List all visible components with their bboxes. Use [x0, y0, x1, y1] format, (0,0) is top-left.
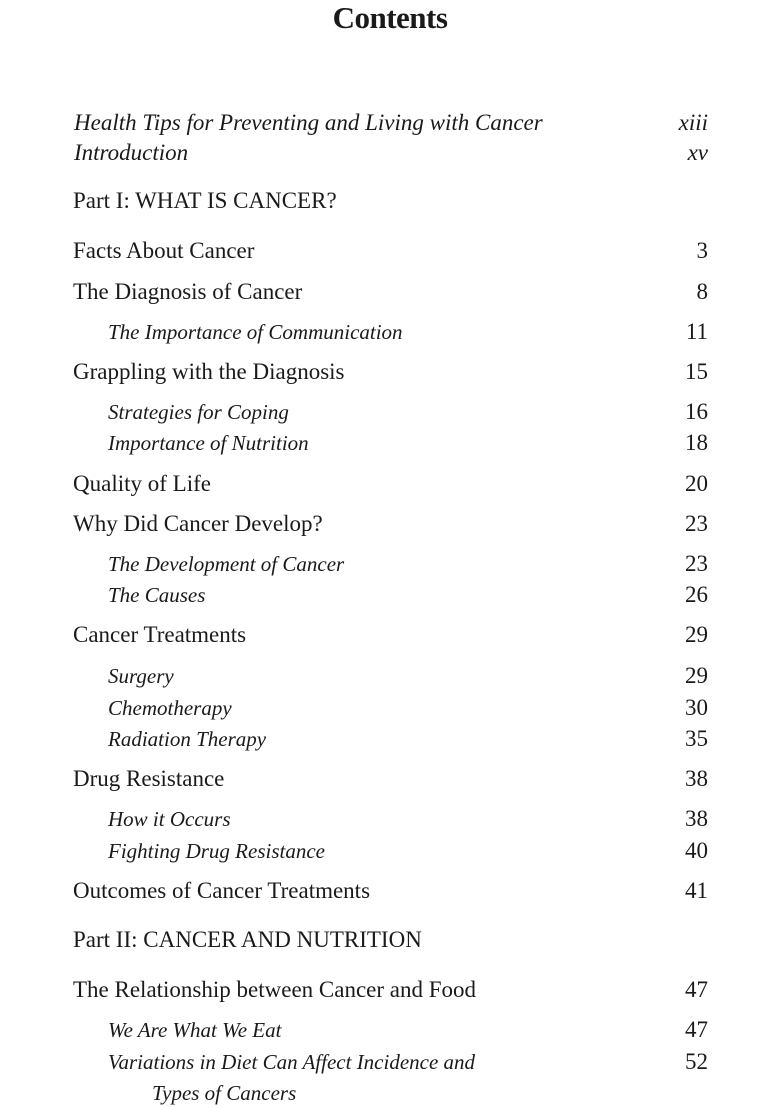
- toc-entry-page: 26: [685, 582, 708, 607]
- toc-entry-label: The Development of Cancer: [108, 552, 345, 576]
- toc-entry: [0, 764, 780, 794]
- toc-entry-page: 3: [696, 238, 708, 263]
- toc-entry: [0, 236, 780, 266]
- toc-entry-page: 47: [685, 977, 708, 1002]
- toc-subentry: [0, 317, 780, 347]
- toc-entry-label: Fighting Drug Resistance: [108, 839, 325, 863]
- toc-entry-page: 11: [685, 319, 708, 344]
- toc-entry-label: The Relationship between Cancer and Food: [73, 977, 477, 1002]
- toc-entry-label: Health Tips for Preventing and Living with Cancer: [74, 110, 543, 135]
- toc-entry-page: 15: [685, 359, 708, 384]
- toc-entry-page: 23: [685, 511, 708, 536]
- toc-entry: [0, 469, 780, 499]
- toc-entry-page: 23: [685, 551, 708, 576]
- toc-entry-page: 47: [685, 1017, 708, 1042]
- toc-entry-page: xiii: [678, 110, 708, 135]
- toc-entry: [0, 357, 780, 387]
- toc-entry: [0, 620, 780, 650]
- toc-subentry: [0, 549, 780, 579]
- toc-entry-label: Drug Resistance: [73, 766, 225, 791]
- toc-subentry: [0, 580, 780, 610]
- toc-entry-label: The Diagnosis of Cancer: [73, 279, 303, 304]
- toc-subentry: [0, 397, 780, 427]
- toc-entry: [0, 108, 780, 138]
- toc-subentry: [0, 836, 780, 866]
- toc-entry-label: Part I: WHAT IS CANCER?: [73, 188, 337, 213]
- toc-entry-page: 38: [685, 766, 708, 791]
- toc-entry-label: The Causes: [108, 583, 206, 607]
- toc-entry-label: Grappling with the Diagnosis: [73, 359, 345, 384]
- toc-subentry: [0, 804, 780, 834]
- toc-entry-page: 16: [685, 399, 708, 424]
- toc-part-heading: [0, 925, 780, 955]
- toc-entry-label: Outcomes of Cancer Treatments: [73, 878, 371, 903]
- toc-entry-label: Why Did Cancer Develop?: [73, 511, 323, 536]
- toc-entry-page: 52: [685, 1049, 708, 1074]
- toc-subentry: [0, 428, 780, 458]
- toc-entry-page: 29: [685, 622, 708, 647]
- toc-entry: [0, 509, 780, 539]
- toc-entry-label: Variations in Diet Can Affect Incidence and: [108, 1050, 476, 1074]
- toc-entry-label: Part II: CANCER AND NUTRITION: [73, 927, 422, 952]
- toc-entry-label: Importance of Nutrition: [108, 431, 309, 455]
- toc-entry-label: Introduction: [74, 140, 189, 165]
- toc-entry-label: Cancer Treatments: [73, 622, 247, 647]
- toc-subentry: [0, 693, 780, 723]
- toc-subentry: [0, 1047, 780, 1077]
- toc-entry-label: We Are What We Eat: [108, 1018, 282, 1042]
- toc-subentry: [0, 724, 780, 754]
- toc-entry: [0, 277, 780, 307]
- toc-entry-page: 38: [685, 806, 708, 831]
- toc-entry-label: Strategies for Coping: [108, 400, 289, 424]
- toc-entry-page: xv: [687, 140, 708, 165]
- toc-entry-label: Radiation Therapy: [108, 727, 267, 751]
- toc-entry-label: Quality of Life: [73, 471, 211, 496]
- toc-entry-page: 18: [685, 430, 708, 455]
- toc-entry: [0, 876, 780, 906]
- toc-entry-label: Surgery: [108, 664, 174, 688]
- toc-entry-label: The Importance of Communication: [108, 320, 403, 344]
- toc-entry: [0, 138, 780, 168]
- toc-entry-label: Types of Cancers: [152, 1081, 297, 1105]
- toc-entry-page: 30: [685, 695, 708, 720]
- toc-entry: [0, 975, 780, 1005]
- toc-subentry-continuation: [0, 1078, 780, 1108]
- toc-entry-page: 40: [685, 838, 708, 863]
- toc-subentry: [0, 1015, 780, 1045]
- toc-entry-label: Facts About Cancer: [73, 238, 255, 263]
- toc-part-heading: [0, 186, 780, 216]
- toc-entry-label: How it Occurs: [108, 807, 231, 831]
- toc-subentry: [0, 661, 780, 691]
- toc-entry-page: 20: [685, 471, 708, 496]
- toc-entry-label: Chemotherapy: [108, 696, 232, 720]
- toc-entry-page: 29: [685, 663, 708, 688]
- page-title: Contents: [332, 0, 448, 35]
- toc-entry-page: 41: [685, 878, 708, 903]
- toc-entry-page: 35: [685, 726, 708, 751]
- toc-entry-page: 8: [696, 279, 708, 304]
